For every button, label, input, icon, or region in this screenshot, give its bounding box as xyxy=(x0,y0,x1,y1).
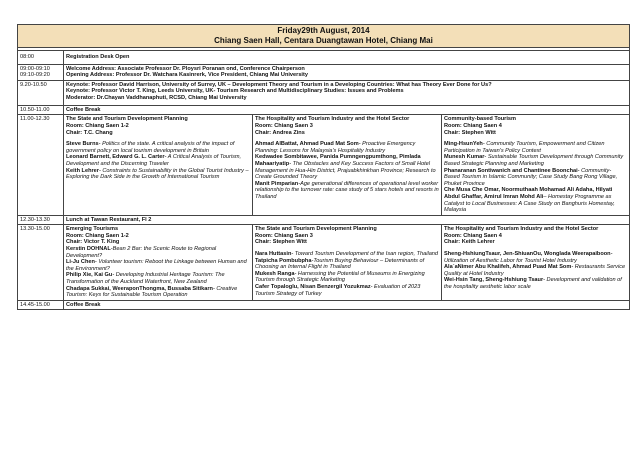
opening-address: Opening Address: Professor Dr. Watchara Kasinrerk, Vice President, Chiang Mai University xyxy=(66,72,308,79)
paper-title: - Evaluation of 2023 Tourism Strategy of Turkey xyxy=(255,284,421,297)
paper-title: - Harnessing the Potential of Museums in Energizing Tourism through Strategic Marketing xyxy=(255,270,425,284)
welcome-row xyxy=(18,64,630,80)
time-cell: 13.30-15.00 xyxy=(18,225,64,301)
paper-entry xyxy=(66,272,250,285)
panel-title: Community-based Tourism xyxy=(444,116,516,123)
time-cell: 11.00-12.30 xyxy=(18,115,64,215)
session-1-panel-1 xyxy=(64,115,253,215)
session-2-panel-1 xyxy=(64,225,253,301)
time-cell xyxy=(18,64,64,80)
paper-entry xyxy=(444,154,627,167)
paper-entry xyxy=(255,284,439,297)
paper-authors: Munesh Kumar xyxy=(444,154,485,161)
paper-title: -Age generational differences of operational level worker relationship to the turnover rate: case study of 5 stars hotels and resorts in Thailand xyxy=(255,180,439,200)
paper-title: - Sustainable Tourism Development through Community Based Strategic Planning and Marketing xyxy=(444,154,624,167)
welcome-time: 09:00-09:10 xyxy=(20,65,50,72)
time-cell: 12.30-13.30 xyxy=(18,215,64,225)
session-2-panel-3 xyxy=(442,225,630,301)
paper-authors: Kerstin DOHNAL xyxy=(66,246,111,253)
paper-title: - Community Tourism, Empowerment and Citizen Participation in Taiwan's Policy Context xyxy=(444,141,605,154)
paper-entry xyxy=(66,141,250,154)
paper-authors: Phanaranan Sontiwanich and Chantinee Boonchai xyxy=(444,167,578,174)
paper-authors: Nara Huttasin xyxy=(255,251,292,258)
panel-title: The State and Tourism Development Planning xyxy=(255,226,377,233)
paper-authors: Li-Ju Chen xyxy=(66,259,95,266)
paper-entry xyxy=(255,271,439,284)
keynote-1: Keynote: Professor David Harrison, University of Surrey, UK – Development Theory and Tourism in a Developing Countries: What has Theory Ever Done for Us? xyxy=(66,81,492,88)
session-2-row xyxy=(18,225,630,301)
paper-entry xyxy=(66,246,250,259)
panel-title: The Hospitality and Tourism Industry and the Hotel Sector xyxy=(444,226,599,233)
welcome-address: Welcome Address: Associate Professor Dr. Ploysri Poranan ond, Conference Chairperson xyxy=(66,65,305,72)
paper-authors: Ming-HsunYeh xyxy=(444,141,483,148)
session-2-panel-2 xyxy=(253,225,442,301)
coffee-break-label: Coffee Break xyxy=(64,300,630,310)
paper-entry xyxy=(255,154,439,180)
paper-authors: Wei-Hsin Tang, Sheng-Hshiung Tsaur xyxy=(444,277,544,284)
panel-chair: Chair: Victor T. King xyxy=(66,239,120,246)
paper-title: - The Obstacles and Key Success Factors of Small Hotel Management in Hua-Hin District, Prajuabkhinkhan Province; Research to Create Grounded Theory xyxy=(255,160,436,181)
paper-authors: Steve Burns xyxy=(66,141,99,148)
panel-chair: Chair: Stephen Witt xyxy=(444,129,496,136)
paper-entry xyxy=(66,259,250,272)
paper-title: – Homestay Programme as Catalyst to Local Businesses: A Case Study on Banghuris Homestay, Malaysia xyxy=(444,193,615,214)
panel-room: Room: Chiang Saen 4 xyxy=(444,122,502,129)
schedule-table xyxy=(17,24,630,310)
panel-room: Room: Chiang Saen 3 xyxy=(255,232,313,239)
paper-title: - Constraints to Sustainability in the Global Tourist Industry – Exploring the Dark Side in the Growth of International Tourism xyxy=(66,167,249,181)
registration-label: Registration Desk Open xyxy=(64,51,630,65)
coffee-break-label: Coffee Break xyxy=(64,105,630,115)
paper-authors: Mukesh Ranga xyxy=(255,270,295,277)
paper-entry xyxy=(444,168,627,188)
session-1-panel-2 xyxy=(253,115,442,215)
paper-entry xyxy=(444,277,627,290)
paper-authors: Tatpicha Pombubpha xyxy=(255,257,312,264)
paper-authors: Manit Pimparian xyxy=(255,180,299,187)
venue-line: Chiang Saen Hall, Centara Duangtawan Hotel, Chiang Mai xyxy=(214,36,433,45)
header-cell xyxy=(18,25,630,48)
paper-authors: Kedwadee Sombitawee, Panida Pumngengpumthong, Pimlada Mahaariyatip xyxy=(255,154,421,167)
paper-authors: Cafer Topaloglu, Nisan Benzergil Yozukmaz xyxy=(255,284,371,291)
paper-title: - Proactive Emergency Planning: Lessons for Malaysia's Hospitality Industry xyxy=(255,141,416,154)
paper-title: - Toward Tourism Development of the Isan region, Thailand xyxy=(291,251,439,258)
keynote-2: Keynote: Professor Victor T. King, Leeds University, UK- Tourism Research and Multidisciplinary Studies: Issues and Problems xyxy=(66,88,404,95)
paper-title: - A Critical Analysis of Tourism, Development and the Discerning Traveler xyxy=(66,154,242,167)
panel-room: Room: Chiang Saen 1-2 xyxy=(66,232,129,239)
paper-authors: Keith Lehrer xyxy=(66,167,99,174)
paper-title: -Bean 2 Bar: the Scenic Route to Regional Development? xyxy=(66,246,217,259)
paper-entry xyxy=(255,251,439,258)
keynote-cell xyxy=(64,80,630,105)
paper-title: - Creative Tourism: Keys for Sustainable Tourism Operation xyxy=(66,285,238,299)
paper-authors: Leonard Barnett, Edward G. L. Carter xyxy=(66,154,165,161)
paper-authors: Ahmad AlBattat, Ahmad Puad Mat Som xyxy=(255,141,359,148)
paper-authors: Sheng-HshiungTsaur, Jen-ShiuanOu, Wonglada Weerapaiboon xyxy=(444,251,611,258)
paper-authors: Philip Xie, Kai Gu xyxy=(66,272,113,279)
panel-chair: Chair: Stephen Witt xyxy=(255,239,307,246)
panel-chair: Chair: T.C. Chang xyxy=(66,129,113,136)
moderator: Moderator: Dr.Chayan Vaddhanaphuti, RCSD, Chiang Mai University xyxy=(66,94,247,101)
session-1-row xyxy=(18,115,630,215)
paper-entry xyxy=(255,181,439,201)
time-cell: 9.20-10.50 xyxy=(18,80,64,105)
time-cell: 10.50-11.00 xyxy=(18,105,64,115)
session-1-panel-3 xyxy=(442,115,630,215)
paper-entry xyxy=(66,168,250,181)
paper-entry xyxy=(444,141,627,154)
panel-chair: Chair: Andrea Zins xyxy=(255,129,305,136)
paper-title: - Restaurants Service Quality at Hotel Industry xyxy=(444,264,626,277)
paper-entry xyxy=(255,141,439,154)
schedule-sheet xyxy=(17,24,629,310)
paper-entry xyxy=(444,251,627,264)
registration-row xyxy=(18,51,630,65)
paper-authors: Ala`aNimer Abu Khalifeh, Ahmad Puad Mat Som xyxy=(444,264,572,271)
paper-authors: Chadapa Sukkai, WeeraponThongma, Bussaba Sitikarn xyxy=(66,285,213,292)
paper-title: - Developing Industrial Heritage Tourism: The Transformation of the Auckland Waterfront, New Zealand xyxy=(66,272,225,286)
panel-title: The State and Tourism Development Planning xyxy=(66,116,188,123)
paper-entry xyxy=(255,258,439,271)
opening-time: 09:10-09:20 xyxy=(20,72,50,79)
panel-title: Emerging Tourisms xyxy=(66,226,119,233)
lunch-label: Lunch at Tawan Restaurant, Fl 2 xyxy=(64,215,630,225)
paper-title: - Development and validation of the hospitality aesthetic labor scale xyxy=(444,277,622,291)
welcome-cell xyxy=(64,64,630,80)
keynote-row xyxy=(18,80,630,105)
paper-title: - Politics of the state. A critical analysis of the impact of government policy on local tourism development in Britain xyxy=(66,141,235,154)
paper-authors: Che Musa Che Omar, Noormuthaah Mohamad Ali Adaha, Hilyati Abdul Ghaffar, Amirul Imran Mohd Ali xyxy=(444,187,613,200)
paper-entry xyxy=(66,286,250,299)
panel-chair: Chair: Keith Lehrer xyxy=(444,239,495,246)
panel-room: Room: Chiang Saen 3 xyxy=(255,122,313,129)
paper-title: - Utilization of Aesthetic Labor for Tourist Hotel Industry xyxy=(444,251,613,264)
paper-title: - Community-Based Tourism in Islamic Community; Case Study Bang Rong Village, Phuket Province xyxy=(444,167,618,187)
time-cell: 08:00 xyxy=(18,51,64,65)
lunch-row xyxy=(18,215,630,225)
paper-entry xyxy=(444,187,627,213)
panel-room: Room: Chiang Saen 4 xyxy=(444,232,502,239)
panel-title: The Hospitality and Tourism Industry and the Hotel Sector xyxy=(255,116,410,123)
coffee-break-row xyxy=(18,300,630,310)
panel-room: Room: Chiang Saen 1-2 xyxy=(66,122,129,129)
paper-entry xyxy=(444,264,627,277)
coffee-break-row xyxy=(18,105,630,115)
paper-title: -Tourism Buying Behaviour – Determinants of Choosing an Internal Flight in Thailand xyxy=(255,257,425,271)
header-row xyxy=(18,25,630,48)
paper-entry xyxy=(66,154,250,167)
date-line: Friday29th August, 2014 xyxy=(277,26,370,35)
time-cell: 14.45-15.00 xyxy=(18,300,64,310)
paper-title: - Volunteer tourism: Reboot the Linkage between Human and the Environment? xyxy=(66,259,247,272)
